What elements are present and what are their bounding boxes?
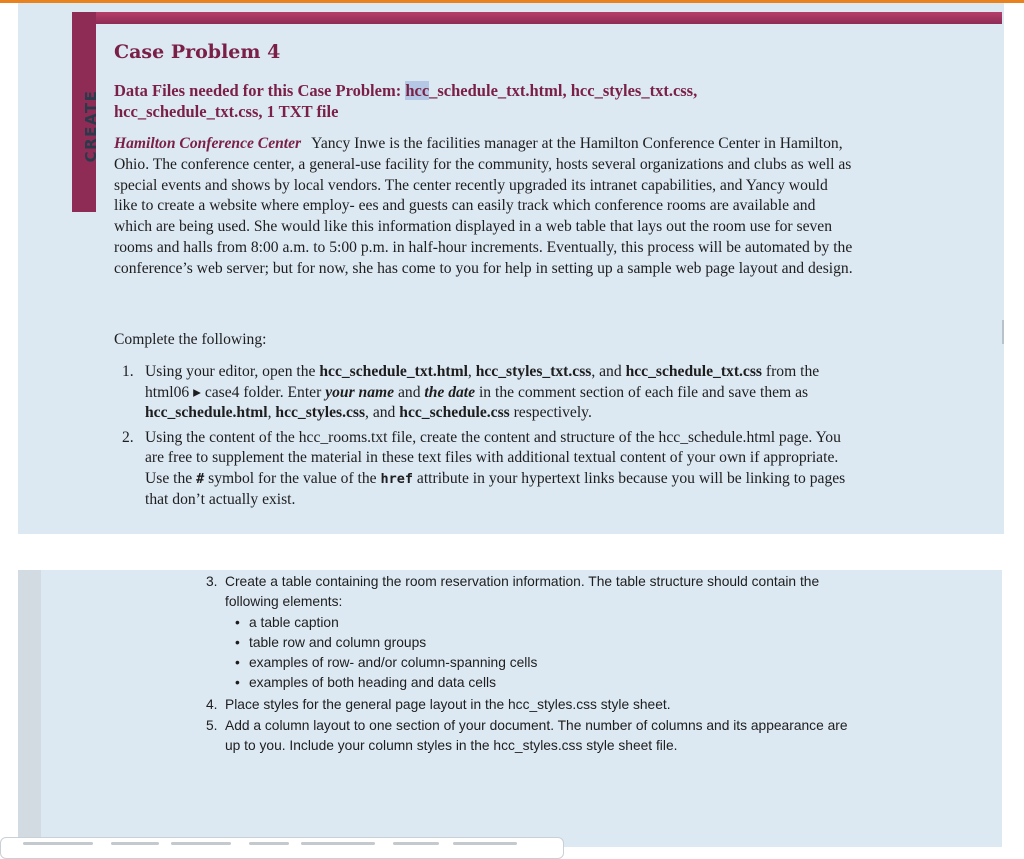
text-selection-highlight: hcc bbox=[405, 81, 430, 100]
table-elements-list bbox=[225, 613, 866, 694]
list-item: • examples of row- and/or column-spanning cells bbox=[225, 653, 866, 673]
arrow-right-icon: ▸ bbox=[193, 383, 201, 401]
intro-paragraph bbox=[114, 134, 854, 280]
intro-lead: Hamilton Conference Center bbox=[114, 135, 302, 152]
create-side-label: CREATE bbox=[82, 89, 100, 163]
list-item: • examples of both heading and data cells bbox=[225, 673, 866, 693]
step-2: 2. Using the content of the hcc_rooms.txt file, create the content and structure of the hcc_schedule.html page. You are free to supplement the material in these text files with additional textual content of your own if appropriate. Use the # symbol for the value of the href attribute in your hypertext links because you will be linking to pages that don’t actually exist. bbox=[122, 428, 846, 508]
section-header-bar bbox=[72, 12, 1002, 24]
bottom-input-box[interactable] bbox=[0, 837, 564, 859]
instruction-list-part-1 bbox=[122, 362, 862, 514]
list-item: • table row and column groups bbox=[225, 633, 866, 653]
data-files-line: Data Files needed for this Case Problem: hcc_schedule_txt.html, hcc_styles_txt.css, hcc_schedule_txt.css, 1 TXT file bbox=[114, 81, 698, 121]
step-4: 4. Place styles for the general page layout in the hcc_styles.css style sheet. bbox=[206, 696, 671, 712]
intro-body: Yancy Inwe is the facilities manager at the Hamilton Conference Center in Hamilton, Ohio. The conference center, a general-use facility for the community, hosts several organizations and clubs as well as special events and shows by local vendors. The center recently upgraded its intranet capabilities, and Yancy would like to create a website where employ- ees and guests can easily track which conference rooms are available and which are being used. She would like this information displayed in a web table that lays out the room use for seven rooms and halls from 8:00 a.m. to 5:00 p.m. in half-hour increments. Eventually, this process will be automated by the conference’s web server; but for now, she has come to you for help in setting up a sample web page layout and design. bbox=[114, 135, 853, 277]
step-3: 3. Create a table containing the room reservation information. The table structure should contain the following elements: • a table caption • table row and column groups • examples of row- and/or column-spanning cells • examples of both heading and data cells bbox=[206, 572, 866, 694]
scroll-edge-marker bbox=[1002, 320, 1004, 344]
panel-2-left-strip bbox=[18, 570, 41, 847]
step-1: 1. Using your editor, open the hcc_schedule_txt.html, hcc_styles_txt.css, and hcc_schedule_txt.css from the html06 ▸ case4 folder. Enter your name and the date in the comment section of each file and save them as hcc_schedule.html, hcc_styles.css, and hcc_schedule.css respectively. bbox=[122, 363, 820, 422]
case-problem-title: Case Problem 4 bbox=[114, 41, 281, 63]
step-5: 5. Add a column layout to one section of your document. The number of columns and its appearance are up to you. Include your column styles in the hcc_styles.css style sheet file. bbox=[206, 718, 848, 754]
instruction-list-part-2 bbox=[206, 572, 866, 758]
list-item: • a table caption bbox=[225, 613, 866, 633]
complete-heading: Complete the following: bbox=[114, 331, 267, 348]
